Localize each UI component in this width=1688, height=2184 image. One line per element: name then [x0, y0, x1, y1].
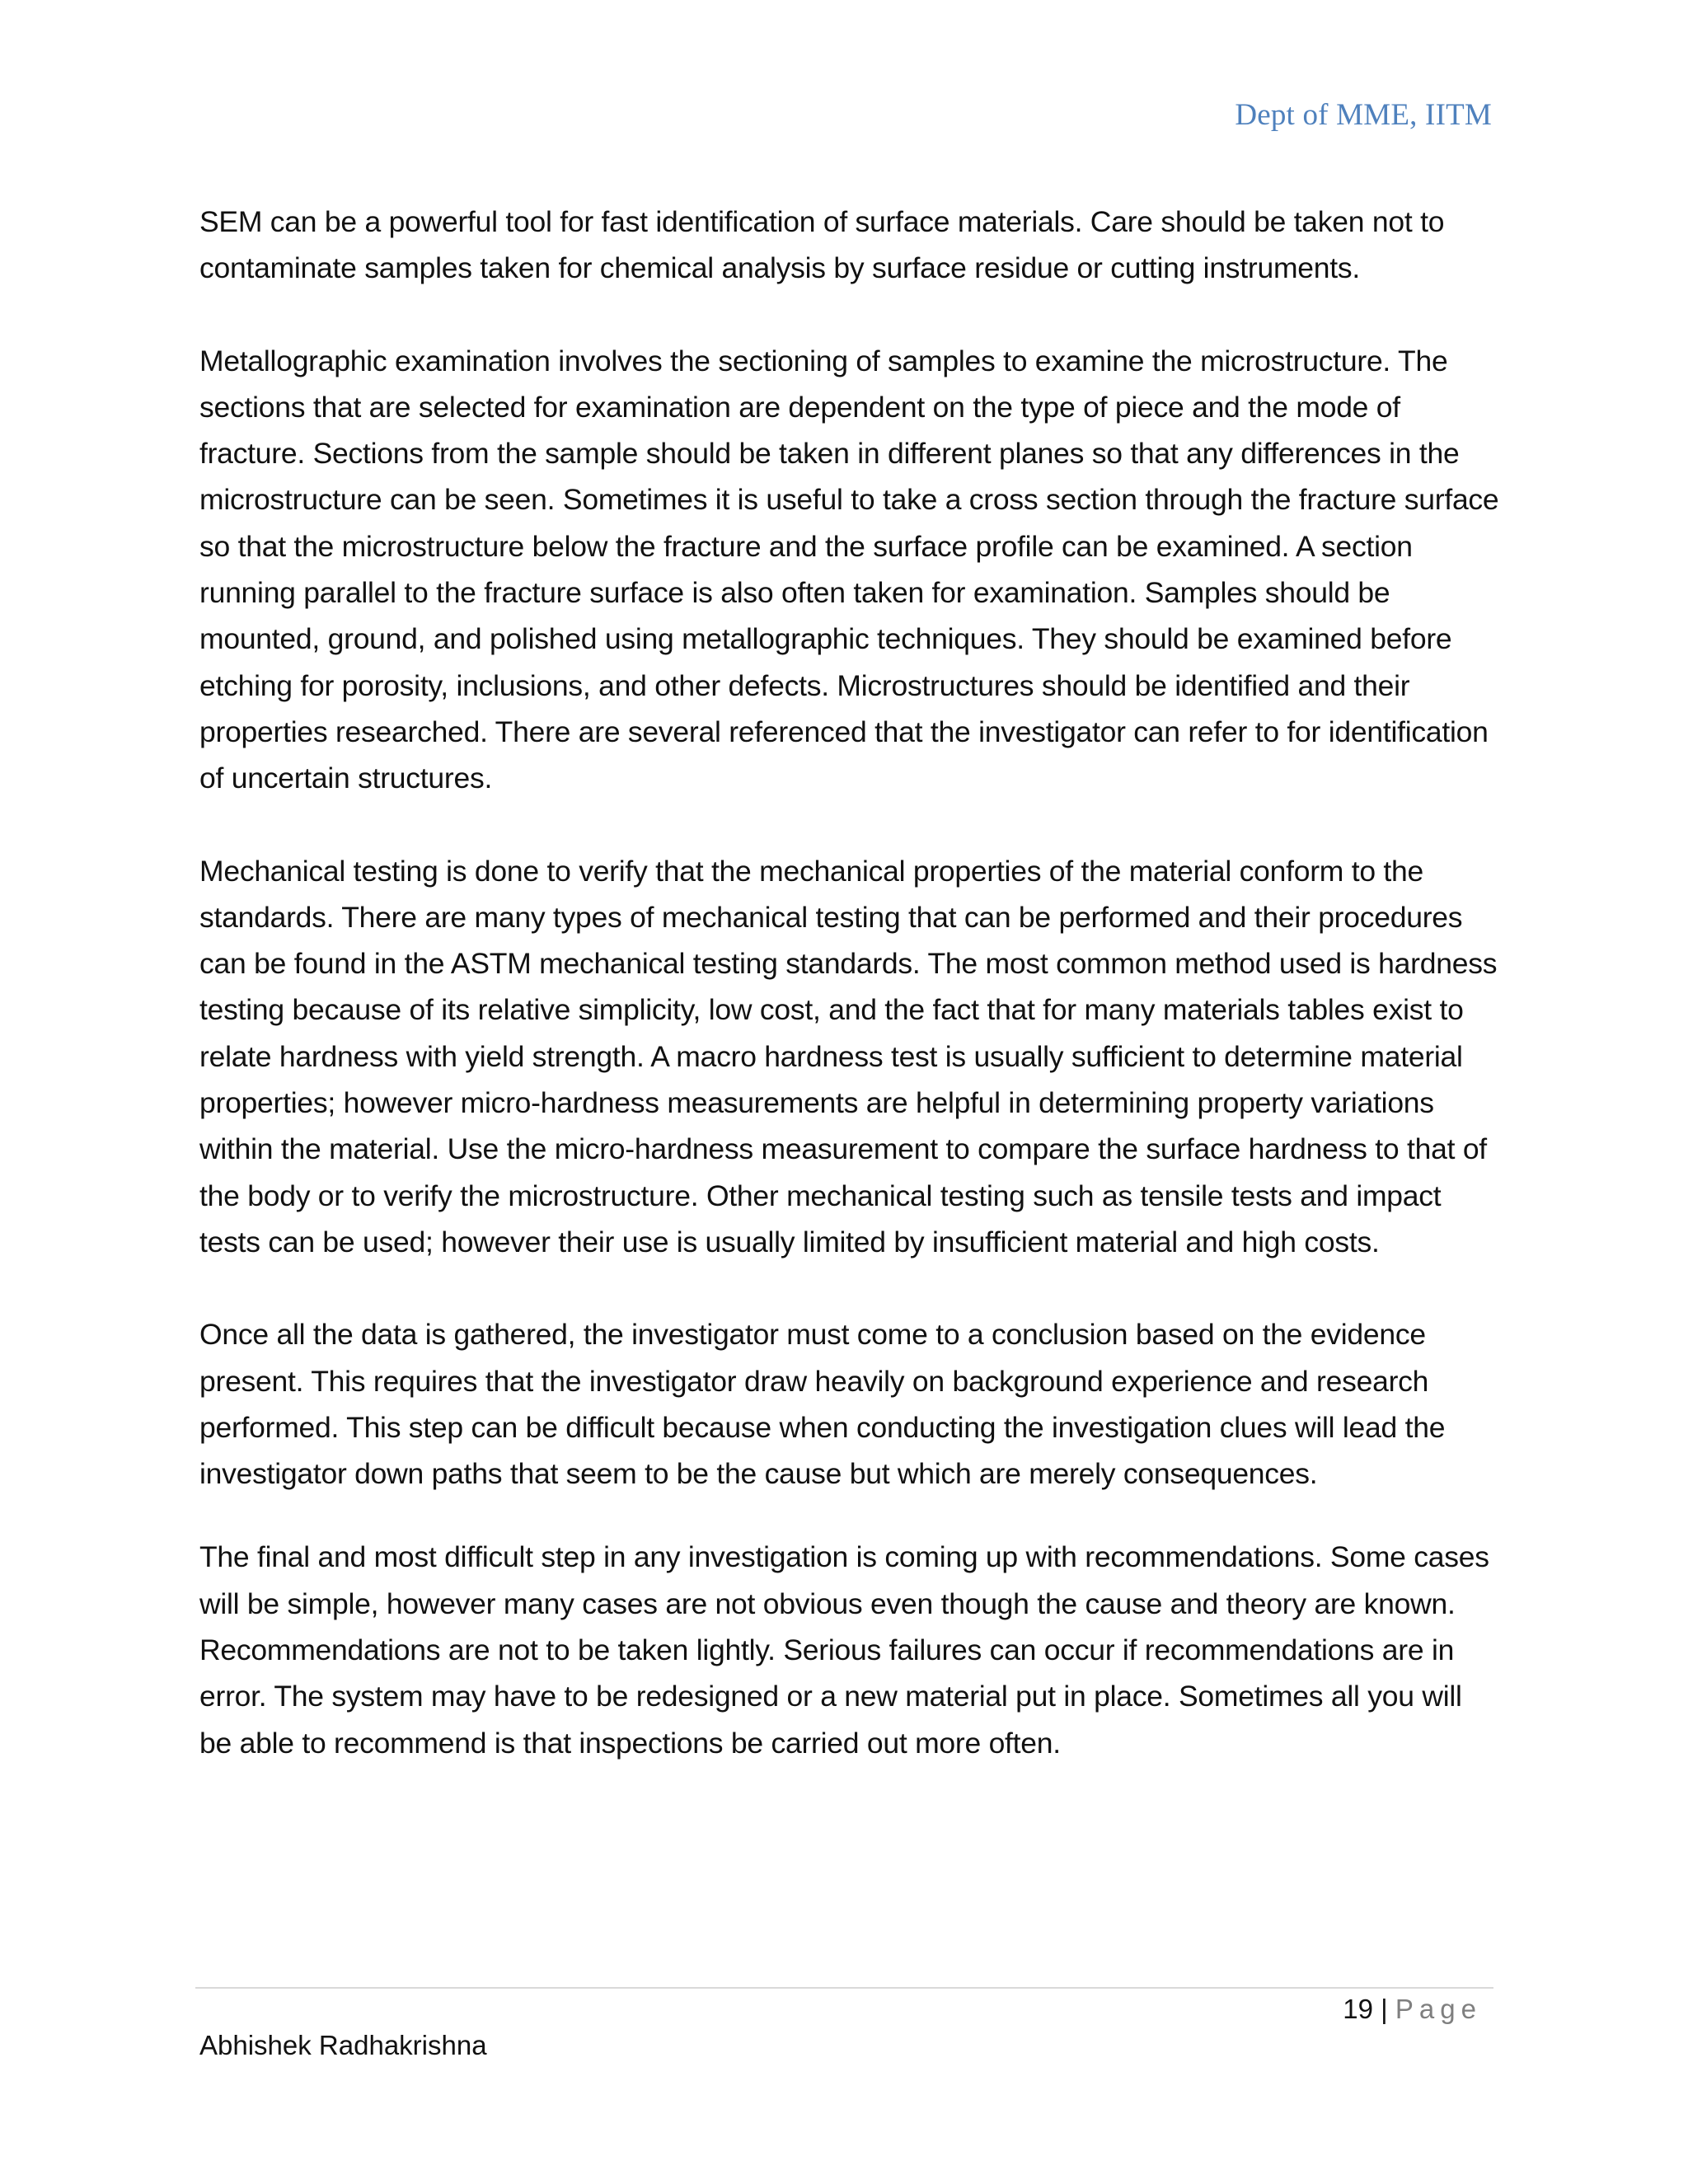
paragraph-sem: SEM can be a powerful tool for fast identification of surface materials. Care should be taken not to contaminate samples taken for chemical analysis by surface residue or cutting instruments. — [199, 205, 1445, 285]
paragraph-conclusion: Once all the data is gathered, the investigator must come to a conclusion based on the evidence present. This requires that the investigator draw heavily on background experience and research performed. This step can be difficult because when conducting the investigation clues will lead the investigator down paths that seem to be the cause but which are merely consequences. — [199, 1318, 1446, 1491]
page-label: Page — [1395, 1994, 1482, 2024]
page-number-value: 19 — [1343, 1994, 1373, 2024]
page-number — [1343, 1994, 1482, 2025]
footer-divider — [195, 1987, 1493, 1989]
paragraph-recommendations: The final and most difficult step in any investigation is coming up with recommendations. Some cases will be simple, however many cases are not obvious even though the cause and theory are known. Recommendations are not to be taken lightly. Serious failures can occur if recommendations are in error. The system may have to be redesigned or a new material put in place. Sometimes all you will be able to recommend is that inspections be carried out more often. — [199, 1540, 1489, 1760]
header-department-title: Dept of MME, IITM — [1235, 98, 1492, 132]
paragraph-metallographic: Metallographic examination involves the sectioning of samples to examine the microstructure. The sections that are selected for examination are dependent on the type of piece and the mode of fracture. Sections from the sample should be taken in different planes so that any differences in the microstructure can be seen. Sometimes it is useful to take a cross section through the fracture surface so that the microstructure below the fracture and the surface profile can be examined. A section running parallel to the fracture surface is also often taken for examination. Samples should be mounted, ground, and polished using metallographic techniques. They should be examined before etching for porosity, inclusions, and other defects. Microstructures should be identified and their properties researched. There are several referenced that the investigator can refer to for identification of uncertain structures. — [199, 344, 1499, 795]
paragraph-mechanical-testing: Mechanical testing is done to verify that the mechanical properties of the material conform to the standards. There are many types of mechanical testing that can be performed and their procedures can be found in the ASTM mechanical testing standards. The most common method used is hardness testing because of its relative simplicity, low cost, and the fact that for many materials tables exist to relate hardness with yield strength. A macro hardness test is usually sufficient to determine material properties; however micro-hardness measurements are helpful in determining property variations within the material. Use the micro-hardness measurement to compare the surface hardness to that of the body or to verify the microstructure. Other mechanical testing such as tensile tests and impact tests can be used; however their use is usually limited by insufficient material and high costs. — [199, 854, 1498, 1258]
page-number-separator: | — [1381, 1994, 1388, 2024]
footer-author: Abhishek Radhakrishna — [199, 2030, 487, 2060]
document-body — [199, 199, 1502, 1766]
